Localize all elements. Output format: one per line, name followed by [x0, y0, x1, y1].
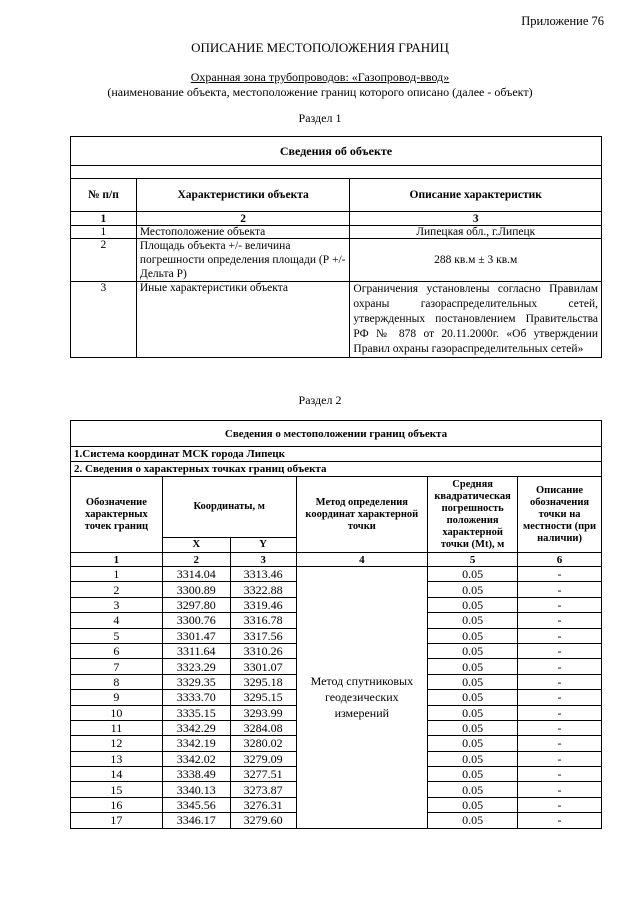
column-number: 2: [136, 212, 350, 226]
row-number: 1: [71, 226, 137, 239]
coordinate-x: 3342.29: [162, 720, 230, 735]
column-number: 4: [296, 553, 428, 567]
object-info-table: [70, 136, 602, 358]
table-row: [71, 226, 602, 239]
coordinate-x: 3342.02: [162, 751, 230, 766]
position-error: 0.05: [428, 582, 518, 597]
coordinate-x: 3338.49: [162, 767, 230, 782]
coordinate-x: 3300.89: [162, 582, 230, 597]
point-number: 2: [71, 582, 163, 597]
position-error: 0.05: [428, 613, 518, 628]
point-description: -: [518, 597, 602, 612]
coordinate-y: 3284.08: [230, 720, 296, 735]
points-subtitle: 2. Сведения о характерных точках границ объекта: [71, 462, 602, 477]
coordinate-y: 3273.87: [230, 782, 296, 797]
row-number: 3: [71, 282, 137, 358]
point-number: 15: [71, 782, 163, 797]
object-info-caption: Сведения об объекте: [71, 137, 602, 166]
column-header-x: X: [162, 538, 230, 553]
coordinate-x: 3345.56: [162, 797, 230, 812]
coordinate-y: 3276.31: [230, 797, 296, 812]
table-row: [71, 567, 602, 582]
spacer-row: [71, 166, 602, 179]
column-header-number: № п/п: [71, 179, 137, 212]
position-error: 0.05: [428, 659, 518, 674]
coordinate-x: 3323.29: [162, 659, 230, 674]
coordinate-x: 3297.80: [162, 597, 230, 612]
point-description: -: [518, 643, 602, 658]
point-number: 10: [71, 705, 163, 720]
characteristic-name: Местоположение объекта: [136, 226, 350, 239]
point-number: 16: [71, 797, 163, 812]
position-error: 0.05: [428, 597, 518, 612]
position-error: 0.05: [428, 767, 518, 782]
point-description: -: [518, 582, 602, 597]
column-header-point: Обозначение характерных точек границ: [71, 477, 163, 553]
point-description: -: [518, 659, 602, 674]
position-error: 0.05: [428, 782, 518, 797]
table-row: [71, 282, 602, 358]
coordinate-y: 3279.60: [230, 813, 296, 828]
column-header-characteristic: Характеристики объекта: [136, 179, 350, 212]
point-description: -: [518, 736, 602, 751]
column-number: 6: [518, 553, 602, 567]
point-number: 14: [71, 767, 163, 782]
column-number: 1: [71, 553, 163, 567]
characteristic-value: Ограничения установлены согласно Правилам охраны газораспределительных сетей, утвержденных постановлением Правительства РФ № 878 от 20.11.2000г. «Об утверждении Правил охраны газораспределительных сетей»: [350, 282, 602, 358]
point-number: 6: [71, 643, 163, 658]
coordinate-y: 3280.02: [230, 736, 296, 751]
point-description: -: [518, 705, 602, 720]
coordinate-x: 3311.64: [162, 643, 230, 658]
coordinate-x: 3329.35: [162, 674, 230, 689]
coordinate-y: 3313.46: [230, 567, 296, 582]
coordinate-y: 3295.18: [230, 674, 296, 689]
column-header-method: Метод определения координат характерной точки: [296, 477, 428, 553]
point-description: -: [518, 767, 602, 782]
point-number: 9: [71, 690, 163, 705]
column-number: 5: [428, 553, 518, 567]
position-error: 0.05: [428, 690, 518, 705]
coordinate-y: 3310.26: [230, 643, 296, 658]
position-error: 0.05: [428, 720, 518, 735]
point-description: -: [518, 567, 602, 582]
coordinate-y: 3317.56: [230, 628, 296, 643]
point-description: -: [518, 782, 602, 797]
point-description: -: [518, 690, 602, 705]
column-number: 2: [162, 553, 230, 567]
position-error: 0.05: [428, 736, 518, 751]
point-description: -: [518, 628, 602, 643]
point-number: 8: [71, 674, 163, 689]
point-number: 11: [71, 720, 163, 735]
point-description: -: [518, 751, 602, 766]
coordinate-y: 3295.15: [230, 690, 296, 705]
document-title: ОПИСАНИЕ МЕСТОПОЛОЖЕНИЯ ГРАНИЦ: [191, 40, 449, 55]
point-description: -: [518, 797, 602, 812]
column-header-error: Средняя квадратическая погрешность положения характерной точки (Mt), м: [428, 477, 518, 553]
points-body: [71, 567, 602, 829]
appendix-label: Приложение 76: [521, 14, 604, 28]
coordinate-y: 3301.07: [230, 659, 296, 674]
coordinate-system: 1.Система координат МСК города Липецк: [71, 447, 602, 462]
characteristic-value: 288 кв.м ± 3 кв.м: [350, 239, 602, 282]
coordinate-y: 3293.99: [230, 705, 296, 720]
boundary-caption: Сведения о местоположении границ объекта: [71, 421, 602, 447]
row-number: 2: [71, 239, 137, 282]
column-header-description: Описание характеристик: [350, 179, 602, 212]
point-description: -: [518, 674, 602, 689]
point-number: 1: [71, 567, 163, 582]
coordinate-y: 3319.46: [230, 597, 296, 612]
characteristic-name: Иные характеристики объекта: [136, 282, 350, 358]
point-number: 17: [71, 813, 163, 828]
point-description: -: [518, 813, 602, 828]
object-name: Охранная зона трубопроводов: «Газопровод-ввод»: [190, 70, 450, 84]
column-number: 3: [230, 553, 296, 567]
table-row: [71, 239, 602, 282]
coordinate-x: 3314.04: [162, 567, 230, 582]
position-error: 0.05: [428, 628, 518, 643]
point-number: 7: [71, 659, 163, 674]
coordinate-x: 3342.19: [162, 736, 230, 751]
column-header-coordinates: Координаты, м: [162, 477, 296, 538]
coordinate-x: 3301.47: [162, 628, 230, 643]
method-value: Метод спутниковых геодезических измерений: [296, 567, 428, 829]
coordinate-x: 3335.15: [162, 705, 230, 720]
point-number: 5: [71, 628, 163, 643]
column-number: 3: [350, 212, 602, 226]
position-error: 0.05: [428, 567, 518, 582]
column-number: 1: [71, 212, 137, 226]
coordinate-x: 3346.17: [162, 813, 230, 828]
coordinate-y: 3277.51: [230, 767, 296, 782]
point-description: -: [518, 720, 602, 735]
characteristic-value: Липецкая обл., г.Липецк: [350, 226, 602, 239]
position-error: 0.05: [428, 751, 518, 766]
column-header-description: Описание обозначения точки на местности (при наличии): [518, 477, 602, 553]
position-error: 0.05: [428, 813, 518, 828]
point-number: 3: [71, 597, 163, 612]
point-number: 13: [71, 751, 163, 766]
coordinate-y: 3279.09: [230, 751, 296, 766]
coordinate-x: 3300.76: [162, 613, 230, 628]
column-header-y: Y: [230, 538, 296, 553]
position-error: 0.05: [428, 705, 518, 720]
point-number: 12: [71, 736, 163, 751]
coordinate-y: 3322.88: [230, 582, 296, 597]
point-description: -: [518, 613, 602, 628]
position-error: 0.05: [428, 674, 518, 689]
position-error: 0.05: [428, 797, 518, 812]
point-number: 4: [71, 613, 163, 628]
coordinate-y: 3316.78: [230, 613, 296, 628]
section-2-label: Раздел 2: [298, 393, 342, 407]
boundary-points-table: [70, 420, 602, 829]
characteristic-name: Площадь объекта +/- величина погрешности определения площади (Р +/- Дельта Р): [136, 239, 350, 282]
position-error: 0.05: [428, 643, 518, 658]
object-note: (наименование объекта, местоположение границ которого описано (далее - объект): [107, 85, 533, 99]
coordinate-x: 3333.70: [162, 690, 230, 705]
section-1-label: Раздел 1: [298, 111, 342, 125]
coordinate-x: 3340.13: [162, 782, 230, 797]
